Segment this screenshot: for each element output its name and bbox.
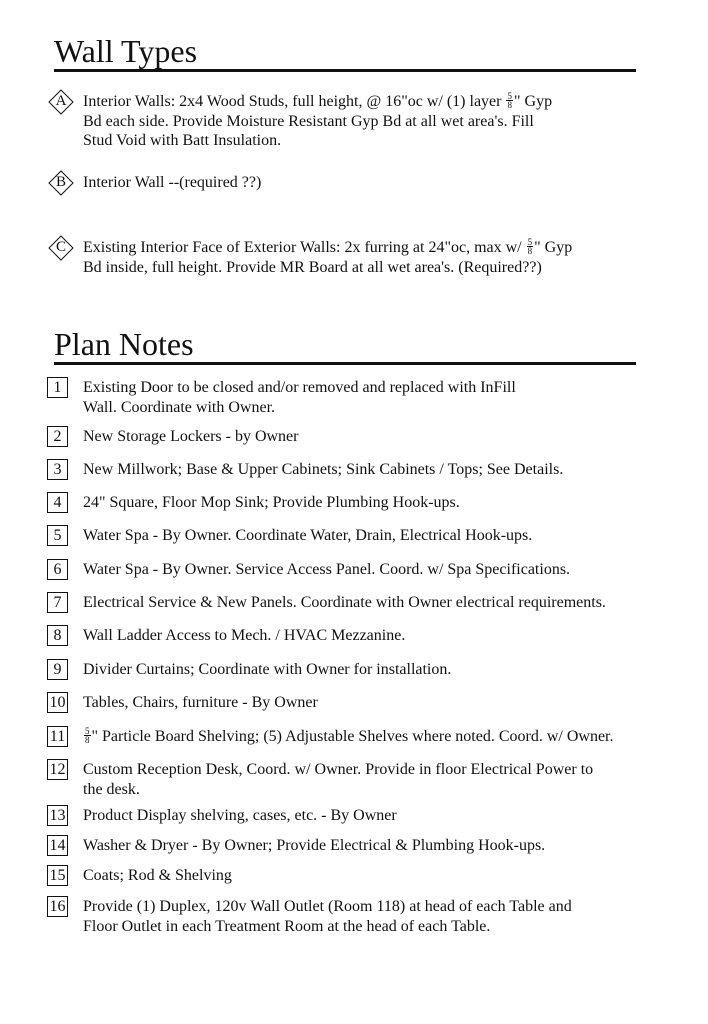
note-number-box: 7	[47, 592, 68, 613]
note-text	[83, 727, 683, 747]
wall-type-description	[83, 92, 683, 151]
note-text: Water Spa - By Owner. Coordinate Water, Drain, Electrical Hook-ups.	[83, 527, 533, 544]
note-number-box: 8	[47, 625, 68, 646]
wall-type-description	[83, 238, 683, 277]
note-text: Washer & Dryer - By Owner; Provide Electrical & Plumbing Hook-ups.	[83, 837, 546, 854]
text-segment: " Particle Board Shelving; (5) Adjustable Shelves where noted. Coord. w/ Owner.	[91, 728, 614, 745]
fraction	[527, 238, 534, 255]
note-line: Wall. Coordinate with Owner.	[83, 398, 276, 416]
wall-type-marker-c	[48, 235, 74, 261]
note-line: Floor Outlet in each Treatment Room at the head of each Table.	[83, 917, 491, 935]
note-text: Divider Curtains; Coordinate with Owner for installation.	[83, 661, 452, 678]
note-number-box: 15	[47, 865, 68, 886]
note-line: Provide (1) Duplex, 120v Wall Outlet (Room 118) at head of each Table and	[83, 898, 572, 915]
wall-type-line: Interior Wall --(required ??)	[83, 174, 262, 191]
text-segment: " Gyp	[513, 93, 553, 110]
fraction	[84, 727, 91, 744]
fraction-numerator: 5	[507, 90, 512, 101]
note-text: Coats; Rod & Shelving	[83, 867, 232, 884]
wall-type-marker-label: C	[55, 239, 66, 255]
note-number-box: 2	[47, 426, 68, 447]
fraction-numerator: 5	[85, 725, 90, 736]
note-text	[83, 760, 683, 799]
note-number-box: 14	[47, 835, 68, 856]
note-text: New Storage Lockers - by Owner	[83, 428, 299, 445]
note-text: 24" Square, Floor Mop Sink; Provide Plumbing Hook-ups.	[83, 494, 460, 511]
note-text: Tables, Chairs, furniture - By Owner	[83, 694, 318, 711]
wall-type-line: Bd inside, full height. Provide MR Board at all wet area's. (Required??)	[83, 258, 542, 276]
wall-type-marker-label: B	[55, 174, 66, 190]
wall-type-marker-label: A	[55, 93, 67, 109]
note-text: New Millwork; Base & Upper Cabinets; Sink Cabinets / Tops; See Details.	[83, 461, 564, 478]
wall-type-line: Bd each side. Provide Moisture Resistant Gyp Bd at all wet area's. Fill	[83, 112, 534, 130]
text-segment: " Gyp	[534, 239, 573, 256]
note-number-box: 16	[47, 896, 68, 917]
note-line: Existing Door to be closed and/or removed and replaced with InFill	[83, 379, 516, 396]
note-text	[83, 378, 683, 417]
note-number-box: 6	[47, 559, 68, 580]
wall-type-line: Stud Void with Batt Insulation.	[83, 132, 282, 149]
wall-type-marker-a	[48, 89, 74, 115]
note-text: Wall Ladder Access to Mech. / HVAC Mezzanine.	[83, 627, 406, 644]
note-number-box: 3	[47, 459, 68, 480]
note-text: Water Spa - By Owner. Service Access Panel. Coord. w/ Spa Specifications.	[83, 561, 571, 578]
text-segment: Interior Walls: 2x4 Wood Studs, full height, @ 16"oc w/ (1) layer	[83, 93, 506, 110]
note-number-box: 5	[47, 525, 68, 546]
fraction-denominator: 8	[85, 734, 90, 745]
note-number-box: 13	[47, 805, 68, 826]
note-number-box: 11	[47, 726, 68, 747]
wall-type-line	[83, 92, 683, 112]
fraction-numerator: 5	[527, 236, 533, 247]
plan-notes-heading: Plan Notes	[54, 327, 636, 365]
fraction-denominator: 8	[507, 99, 512, 110]
wall-type-description	[83, 173, 683, 193]
fraction-denominator: 8	[527, 245, 533, 256]
note-text: Product Display shelving, cases, etc. - By Owner	[83, 807, 397, 824]
wall-type-line	[83, 238, 683, 258]
note-text	[83, 897, 683, 936]
note-number-box: 4	[47, 492, 68, 513]
wall-type-marker-b	[48, 170, 74, 196]
fraction	[506, 92, 513, 109]
wall-types-heading: Wall Types	[54, 34, 636, 72]
note-number-box: 10	[47, 692, 68, 713]
note-text: Electrical Service & New Panels. Coordinate with Owner electrical requirements.	[83, 594, 606, 611]
note-number-box: 9	[47, 659, 68, 680]
note-line: the desk.	[83, 780, 140, 798]
text-segment: Existing Interior Face of Exterior Walls: 2x furring at 24"oc, max w/	[83, 239, 526, 256]
note-line: Custom Reception Desk, Coord. w/ Owner. Provide in floor Electrical Power to	[83, 761, 594, 778]
note-number-box: 12	[47, 759, 68, 780]
note-number-box: 1	[47, 377, 68, 398]
